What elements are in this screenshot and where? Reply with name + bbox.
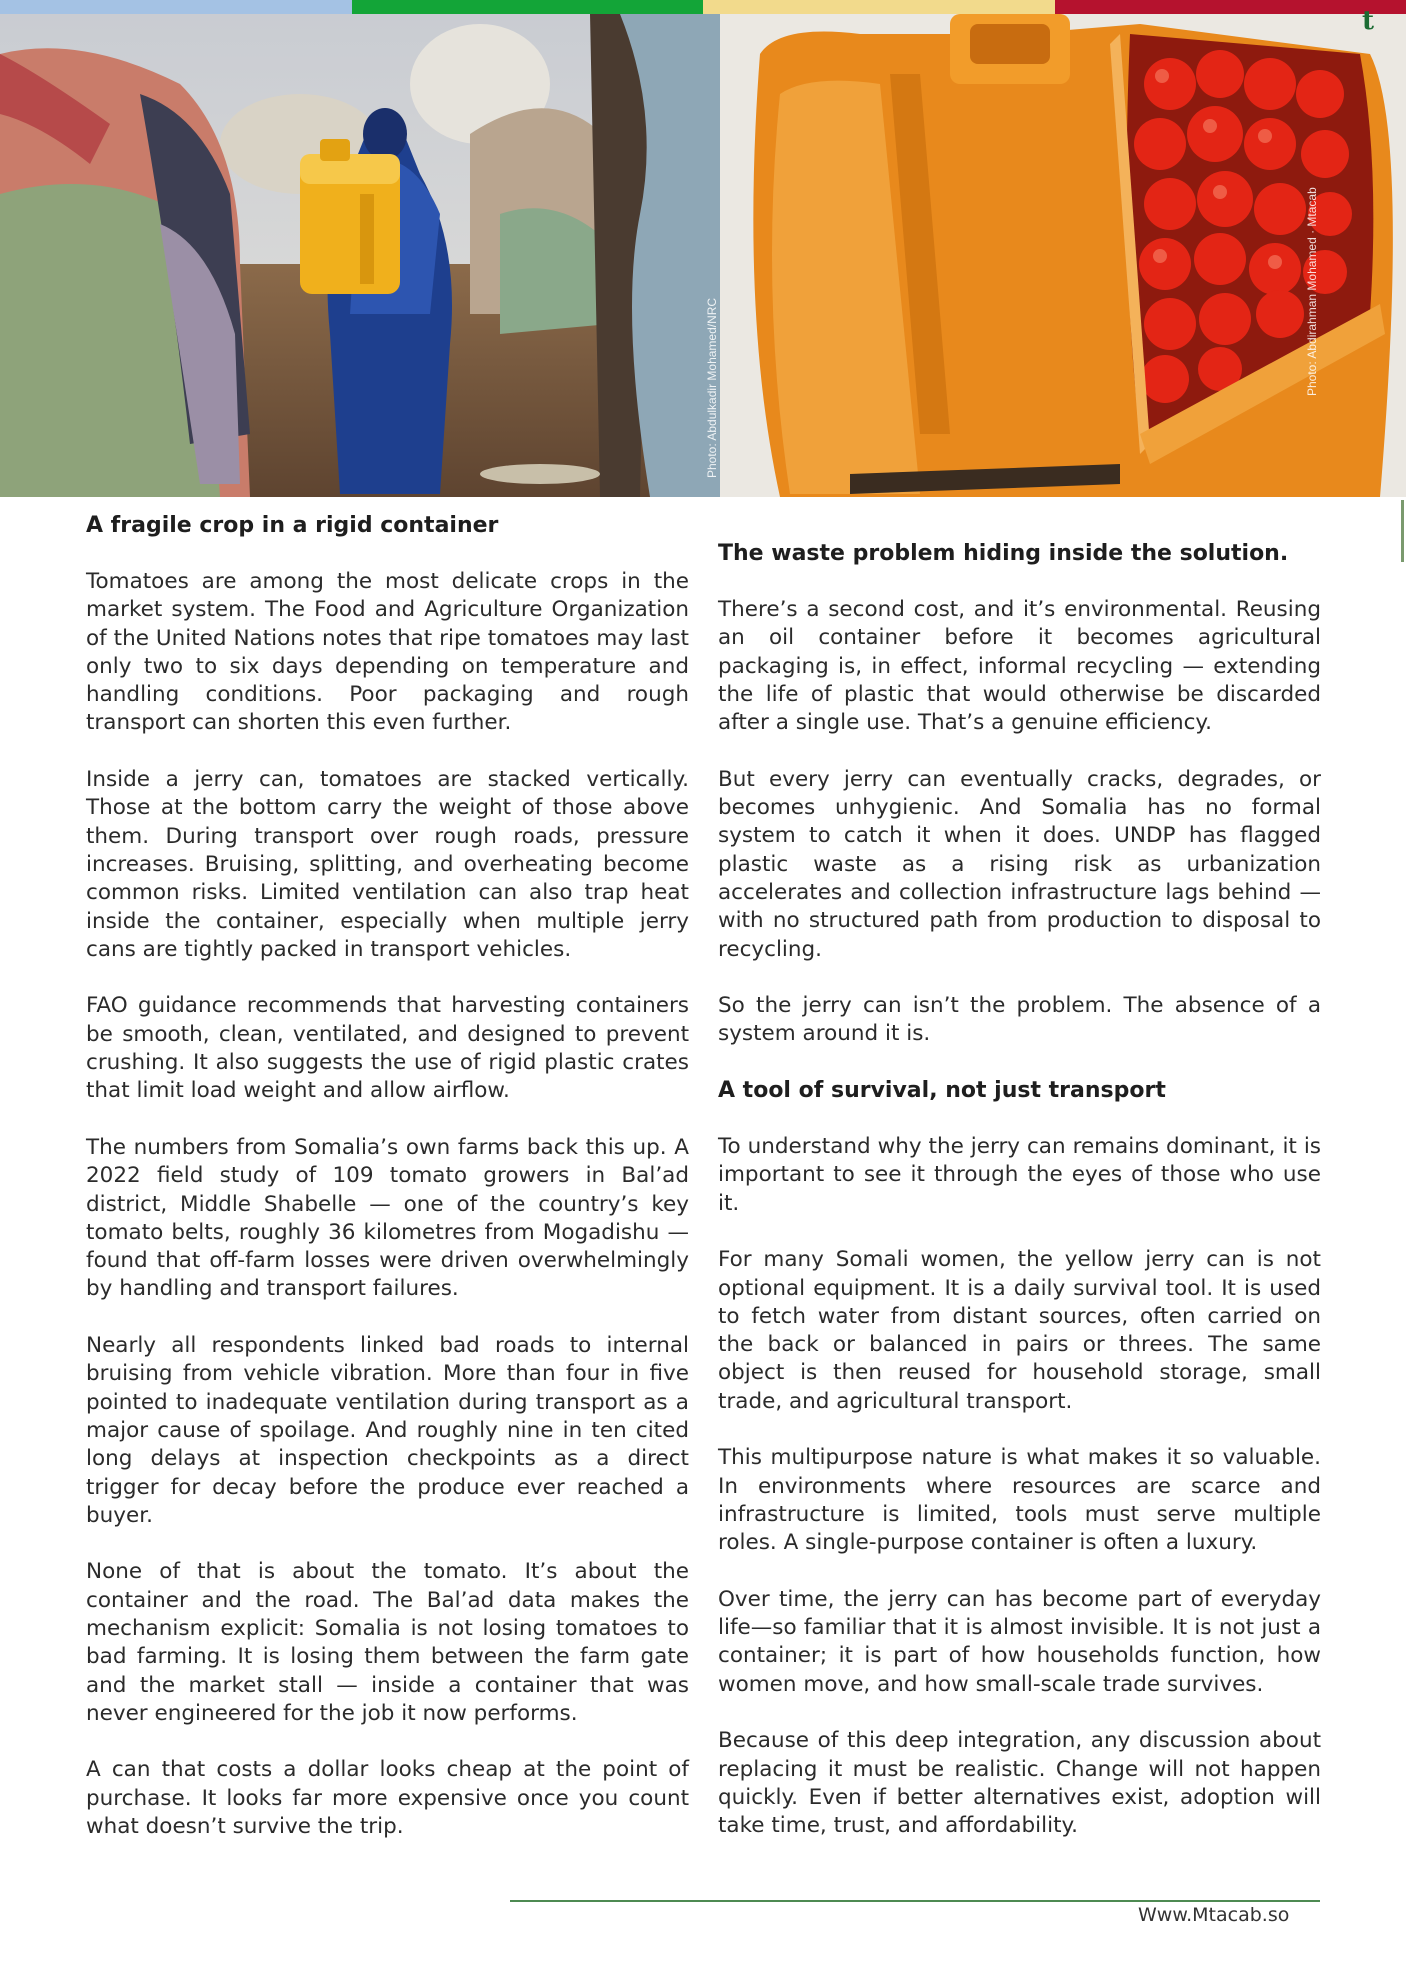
top-color-bar: [0, 0, 1406, 14]
paragraph: Tomatoes are among the most delicate crops in the market system. The Food and Agriculture Organization of the United Nations notes that ripe tomatoes may last only two to six days depending on temperature and handling conditions. Poor packaging and rough transport can shorten this even further.: [86, 569, 689, 736]
paragraph: None of that is about the tomato. It’s about the container and the road. The Bal’ad data makes the mechanism explicit: Somalia is not losing tomatoes to bad farming. It is losing them between the farm gate and the market stall — inside a container that was never engineered for the job it now performs.: [86, 1559, 689, 1726]
section-heading-tool-of-survival: A tool of survival, not just transport: [718, 1078, 1166, 1104]
paragraph: So the jerry can isn’t the problem. The absence of a system around it is.: [718, 993, 1321, 1047]
paragraph: The numbers from Somalia’s own farms back this up. A 2022 field study of 109 tomato growers in Bal’ad district, Middle Shabelle — one of the country’s key tomato belts, roughly 36 kilometres from Mogadishu — found that off-farm losses were driven overwhelmingly by handling and transport failures.: [86, 1134, 689, 1302]
paragraph: Because of this deep integration, any discussion about replacing it must be realistic. Change will not happen quickly. Even if better alternatives exist, adoption will take time, trust, and affordability.: [718, 1728, 1321, 1839]
paragraph: But every jerry can eventually cracks, degrades, or becomes unhygienic. And Somalia has no formal system to catch it when it does. UNDP has flagged plastic waste as a rising risk as urbanization accelerates and collection infrastructure lags behind — with no structured path from production to disposal to recycling.: [718, 766, 1321, 962]
paragraph: FAO guidance recommends that harvesting containers be smooth, clean, ventilated, and designed to prevent crushing. It also suggests the use of rigid plastic crates that limit load weight and allow airflow.: [86, 993, 689, 1104]
paragraph: For many Somali women, the yellow jerry can is not optional equipment. It is a daily survival tool. It is used to fetch water from distant sources, often carried on the back or balanced in pairs or threes. The same object is then reused for household storage, small trade, and agricultural transport.: [718, 1247, 1321, 1414]
color-bar-segment-green: [352, 0, 704, 14]
footer-website-link[interactable]: Www.Mtacab.so: [1138, 1904, 1290, 1926]
side-accent-line: [1401, 500, 1404, 562]
brand-corner-mark: t: [1361, 6, 1374, 36]
color-bar-segment-blue: [0, 0, 352, 14]
paragraph: Over time, the jerry can has become part of everyday life—so familiar that it is almost invisible. It is not just a container; it is part of how households function, how women move, and how small-scale trade survives.: [718, 1586, 1321, 1697]
color-bar-segment-red: [1055, 0, 1406, 14]
photo-woman-with-jerry-can: [0, 14, 720, 497]
footer-divider: [510, 1900, 1320, 1902]
section-heading-waste-problem: The waste problem hiding inside the solution.: [718, 541, 1289, 566]
photo-credit-left: Photo: Abdulkadir Mohamed/NRC: [705, 297, 719, 478]
paragraph: To understand why the jerry can remains dominant, it is important to see it through the eyes of those who use it.: [718, 1134, 1321, 1216]
section-heading-fragile-crop: A fragile crop in a rigid container: [86, 513, 499, 538]
paragraph: There’s a second cost, and it’s environmental. Reusing an oil container before it becomes agricultural packaging is, in effect, informal recycling — extending the life of plastic that would otherwise be discarded after a single use. That’s a genuine efficiency.: [718, 597, 1321, 736]
color-bar-segment-yellow: [703, 0, 1055, 14]
left-column: [86, 512, 689, 1870]
paragraph: Inside a jerry can, tomatoes are stacked vertically. Those at the bottom carry the weight of those above them. During transport over rough roads, pressure increases. Bruising, splitting, and overheating become common risks. Limited ventilation can also trap heat inside the container, especially when multiple jerry cans are tightly packed in transport vehicles.: [86, 767, 689, 962]
paragraph: This multipurpose nature is what makes it so valuable. In environments where resources are scarce and infrastructure is limited, tools must serve multiple roles. A single-purpose container is often a luxury.: [718, 1445, 1321, 1556]
paragraph: A can that costs a dollar looks cheap at the point of purchase. It looks far more expensive once you count what doesn’t survive the trip.: [86, 1757, 689, 1840]
paragraph: Nearly all respondents linked bad roads to internal bruising from vehicle vibration. More than four in five pointed to inadequate ventilation during transport as a major cause of spoilage. And roughly nine in ten cited long delays at inspection checkpoints as a direct trigger for decay before the produce ever reached a buyer.: [86, 1333, 689, 1528]
right-column: [718, 540, 1321, 1869]
photo-jerry-can-with-tomatoes: [720, 14, 1406, 497]
photo-credit-right: Photo: Abdirahman Mohamed · Mtacab: [1305, 187, 1319, 396]
